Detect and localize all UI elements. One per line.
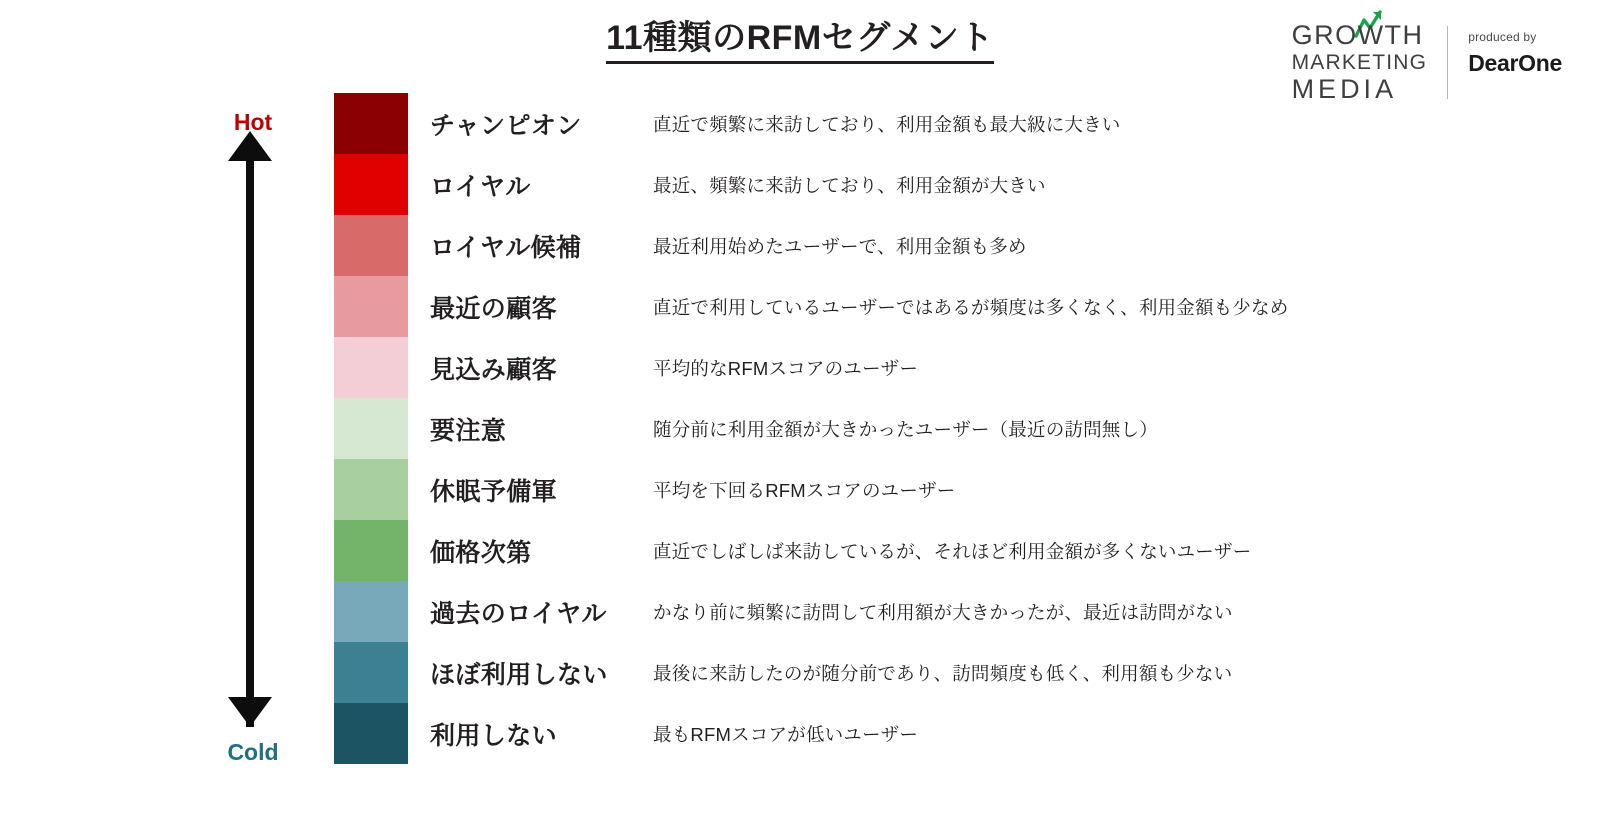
segment-description: 最もRFMスコアが低いユーザー xyxy=(653,723,919,745)
segment-description: 直近でしばしば来訪しているが、それほど利用金額が多くないユーザー xyxy=(653,540,1252,562)
segment-row xyxy=(334,642,1514,703)
logo-area xyxy=(1292,22,1562,103)
logo-line-media: MEDIA xyxy=(1291,74,1398,104)
segment-name: 価格次第 xyxy=(430,538,532,567)
segment-name: ほぼ利用しない xyxy=(430,660,608,689)
axis-arrow-down-icon xyxy=(228,697,272,727)
segment-row xyxy=(334,398,1514,459)
segment-row xyxy=(334,154,1514,215)
axis-label-hot: Hot xyxy=(233,109,273,135)
produced-by-label: produced by xyxy=(1468,30,1537,44)
segment-row xyxy=(334,93,1514,154)
hot-cold-axis xyxy=(200,95,320,795)
segment-name: ロイヤル xyxy=(430,172,531,201)
segment-name: 休眠予備軍 xyxy=(430,477,558,506)
segment-name: ロイヤル候補 xyxy=(430,233,582,262)
segment-name: 要注意 xyxy=(430,416,507,445)
dearone-logo xyxy=(1468,22,1562,78)
segment-name: 利用しない xyxy=(430,721,558,750)
segment-description: かなり前に頻繁に訪問して利用額が大きかったが、最近は訪問がない xyxy=(653,601,1233,623)
segment-description: 最近、頻繁に来訪しており、利用金額が大きい xyxy=(653,174,1046,196)
logo-line-marketing: MARKETING xyxy=(1291,51,1428,74)
segment-color-swatch xyxy=(334,93,408,154)
segment-description: 最後に来訪したのが随分前であり、訪問頻度も低く、利用額も少ない xyxy=(653,662,1233,684)
page-title: 11種類のRFMセグメント xyxy=(606,18,994,64)
segment-name: 過去のロイヤル xyxy=(430,599,607,628)
segment-list xyxy=(334,93,1514,764)
segment-color-swatch xyxy=(334,520,408,581)
segment-color-swatch xyxy=(334,215,408,276)
segment-color-swatch xyxy=(334,459,408,520)
segment-color-swatch xyxy=(334,276,408,337)
segment-name: チャンピオン xyxy=(430,111,582,140)
segment-name: 最近の顧客 xyxy=(430,294,558,323)
segment-color-swatch xyxy=(334,703,408,764)
segment-row xyxy=(334,276,1514,337)
segment-color-swatch xyxy=(334,337,408,398)
segment-color-swatch xyxy=(334,398,408,459)
segment-row xyxy=(334,520,1514,581)
segment-description: 平均的なRFMスコアのユーザー xyxy=(653,357,919,379)
segment-color-swatch xyxy=(334,642,408,703)
axis-label-cold: Cold xyxy=(227,739,279,765)
segment-description: 最近利用始めたユーザーで、利用金額も多め xyxy=(653,235,1027,257)
segment-description: 随分前に利用金額が大きかったユーザー（最近の訪問無し） xyxy=(653,418,1158,440)
segment-row xyxy=(334,703,1514,764)
axis-line xyxy=(246,157,254,727)
growth-marketing-media-logo xyxy=(1292,22,1428,103)
segment-row xyxy=(334,337,1514,398)
segment-row xyxy=(334,581,1514,642)
segment-color-swatch xyxy=(334,581,408,642)
logo-divider xyxy=(1447,26,1448,99)
dearone-brand-name: DearOne xyxy=(1468,50,1562,76)
segment-description: 直近で利用しているユーザーではあるが頻度は多くなく、利用金額も少なめ xyxy=(653,296,1289,318)
segment-row xyxy=(334,215,1514,276)
segment-description: 直近で頻繁に来訪しており、利用金額も最大級に大きい xyxy=(653,113,1121,135)
segment-description: 平均を下回るRFMスコアのユーザー xyxy=(653,479,956,501)
segment-row xyxy=(334,459,1514,520)
segment-color-swatch xyxy=(334,154,408,215)
segment-name: 見込み顧客 xyxy=(430,355,558,384)
logo-line-growth: GROWTH xyxy=(1291,20,1424,50)
